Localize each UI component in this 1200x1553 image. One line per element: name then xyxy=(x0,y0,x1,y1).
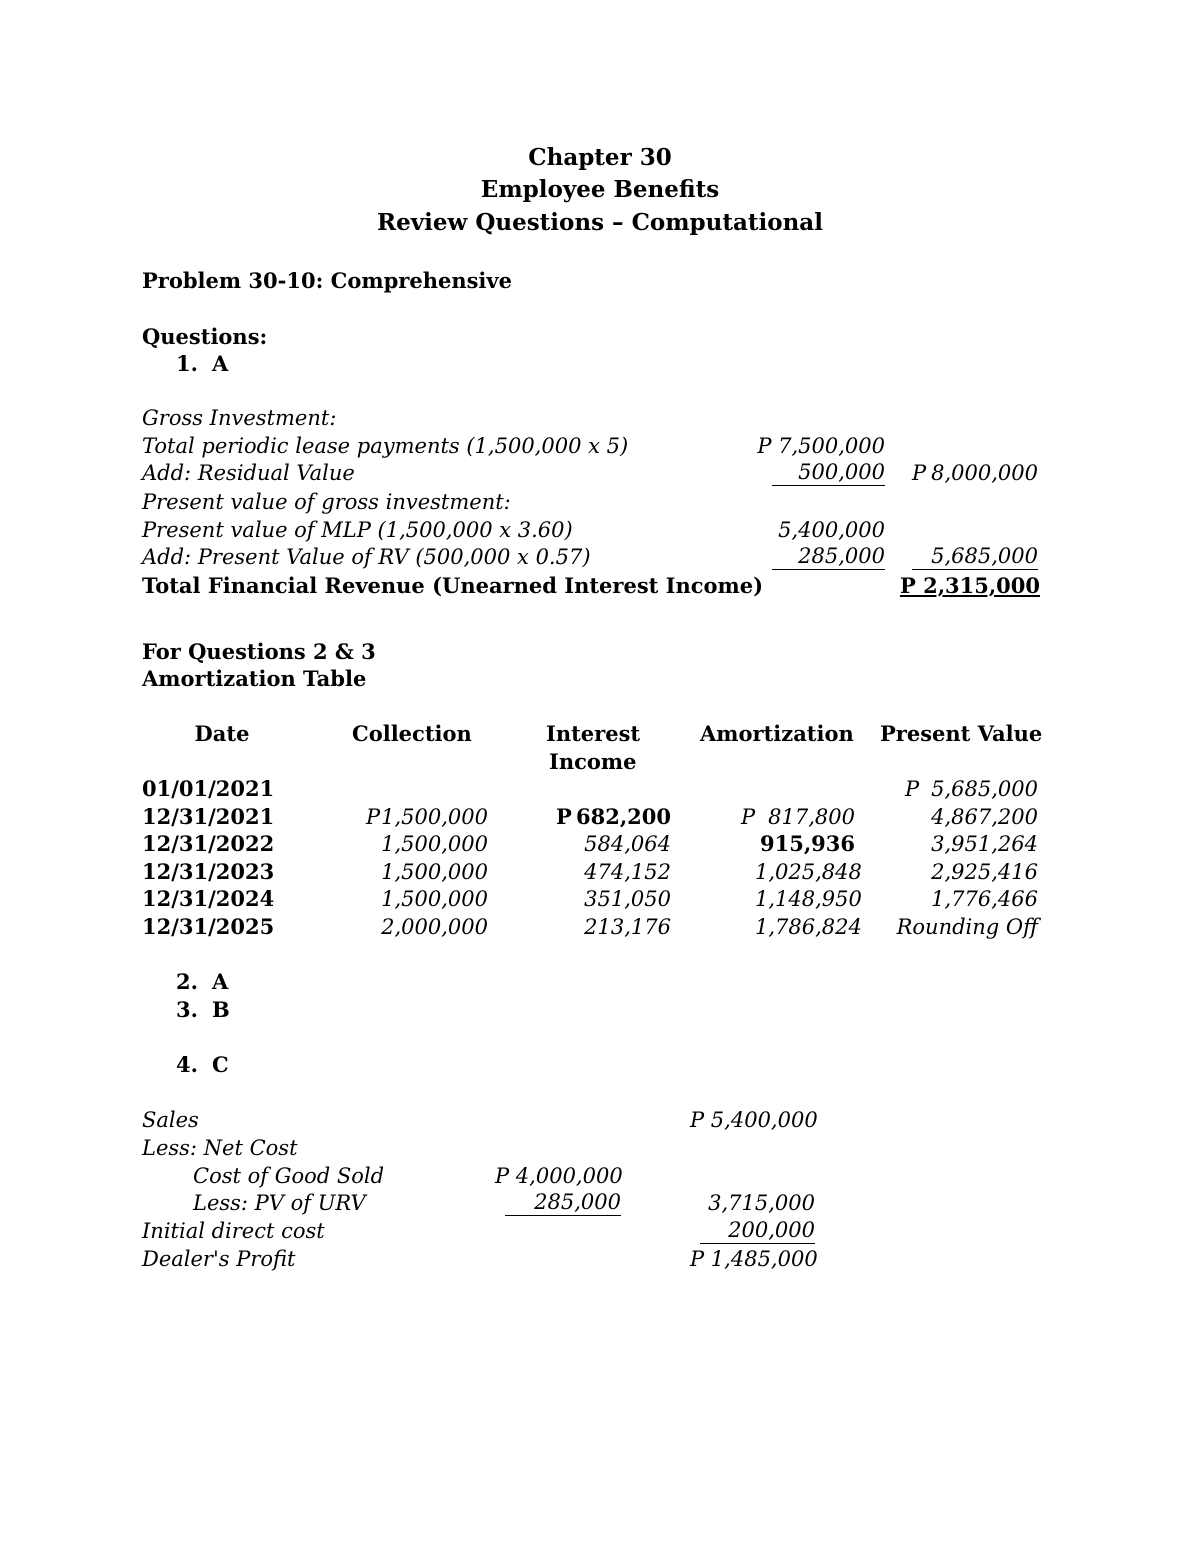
header-date: Date xyxy=(194,721,250,746)
row-date: 12/31/2024 xyxy=(142,886,275,911)
pv-rv-label: Add: Present Value of RV (500,000 x 0.57) xyxy=(142,545,591,569)
row-amortization-currency: P xyxy=(741,805,756,829)
answer-3-number: 3. xyxy=(176,997,198,1022)
row-interest-currency: P xyxy=(556,804,572,829)
pv-urv-label: Less: PV of URV xyxy=(193,1191,366,1215)
row-present-value: 4,867,200 xyxy=(931,805,1038,829)
lease-payments-label: Total periodic lease payments (1,500,000 x 5) xyxy=(142,434,629,458)
initial-direct-cost-amount: 200,000 xyxy=(700,1217,815,1244)
row-date: 12/31/2022 xyxy=(142,831,275,856)
row-interest: 682,200 xyxy=(576,804,671,829)
row-date: 12/31/2021 xyxy=(142,804,275,829)
row-amortization: 1,025,848 xyxy=(755,860,862,884)
row-collection: 2,000,000 xyxy=(381,915,488,939)
row-interest: 474,152 xyxy=(584,860,671,884)
answer-2: A xyxy=(212,969,229,994)
problem-heading: Problem 30-10: Comprehensive xyxy=(142,268,512,293)
residual-value-label: Add: Residual Value xyxy=(142,461,355,485)
row-amortization: 915,936 xyxy=(760,831,855,856)
header-collection: Collection xyxy=(352,721,472,746)
pv-urv-amount: 285,000 xyxy=(505,1189,621,1216)
row-interest: 213,176 xyxy=(584,915,671,939)
row-collection: 1,500,000 xyxy=(381,805,488,829)
row-collection: 1,500,000 xyxy=(381,832,488,856)
row-amortization: 1,786,824 xyxy=(755,915,862,939)
answer-2-number: 2. xyxy=(176,969,198,994)
dealers-profit-label: Dealer's Profit xyxy=(142,1247,296,1271)
subtitle: Review Questions – Computational xyxy=(377,209,823,236)
questions-2-3-label: For Questions 2 & 3 xyxy=(142,639,376,664)
row-date: 01/01/2021 xyxy=(142,776,275,801)
row-collection: 1,500,000 xyxy=(381,887,488,911)
row-present-value: 5,685,000 xyxy=(931,777,1038,801)
answer-1: A xyxy=(212,351,229,376)
gross-total-currency: P xyxy=(912,461,927,485)
sales-amount: P 5,400,000 xyxy=(690,1108,818,1132)
net-cost-label: Less: Net Cost xyxy=(142,1136,298,1160)
dealers-profit-amount: P 1,485,000 xyxy=(690,1247,818,1271)
cogs-amount: P 4,000,000 xyxy=(495,1164,623,1188)
initial-direct-cost-label: Initial direct cost xyxy=(142,1219,325,1243)
answer-3: B xyxy=(212,997,230,1022)
header-amortization: Amortization xyxy=(700,721,854,746)
sales-label: Sales xyxy=(142,1108,199,1132)
row-present-value: 1,776,466 xyxy=(931,887,1038,911)
pv-mlp-amount: 5,400,000 xyxy=(778,518,885,542)
row-collection: 1,500,000 xyxy=(381,860,488,884)
net-cost-amount: 3,715,000 xyxy=(708,1191,815,1215)
row-amortization: 817,800 xyxy=(768,805,855,829)
header-interest: Interest xyxy=(546,721,641,746)
pv-gross-title: Present value of gross investment: xyxy=(142,490,511,514)
answer-4: C xyxy=(212,1052,229,1077)
total-financial-revenue-amount: P 2,315,000 xyxy=(900,573,1041,598)
row-interest: 584,064 xyxy=(584,832,671,856)
row-collection-currency: P xyxy=(366,805,381,829)
gross-investment-total: 8,000,000 xyxy=(931,461,1038,485)
topic-title: Employee Benefits xyxy=(480,176,720,203)
pv-mlp-label: Present value of MLP (1,500,000 x 3.60) xyxy=(142,518,573,542)
pv-gross-total: 5,685,000 xyxy=(912,543,1038,570)
row-present-value: 2,925,416 xyxy=(931,860,1038,884)
lease-payments-amount: P 7,500,000 xyxy=(757,434,885,458)
residual-value-amount: 500,000 xyxy=(772,459,885,486)
gross-investment-title: Gross Investment: xyxy=(142,406,337,430)
row-amortization: 1,148,950 xyxy=(755,887,862,911)
chapter-title: Chapter 30 xyxy=(528,144,672,171)
questions-label: Questions: xyxy=(142,324,268,349)
header-present-value: Present Value xyxy=(880,721,1043,746)
row-present-value: 3,951,264 xyxy=(931,832,1038,856)
row-date: 12/31/2023 xyxy=(142,859,275,884)
total-financial-revenue-label: Total Financial Revenue (Unearned Interest Income) xyxy=(142,573,764,598)
header-income: Income xyxy=(549,749,637,774)
row-present-value: Rounding Off xyxy=(896,915,1038,939)
amortization-table-title: Amortization Table xyxy=(142,666,367,691)
row-interest: 351,050 xyxy=(584,887,671,911)
row-date: 12/31/2025 xyxy=(142,914,275,939)
answer-4-number: 4. xyxy=(176,1052,198,1077)
answer-1-number: 1. xyxy=(176,351,198,376)
cogs-label: Cost of Good Sold xyxy=(193,1164,385,1188)
pv-rv-amount: 285,000 xyxy=(772,543,885,570)
row-pv-currency: P xyxy=(905,777,920,801)
